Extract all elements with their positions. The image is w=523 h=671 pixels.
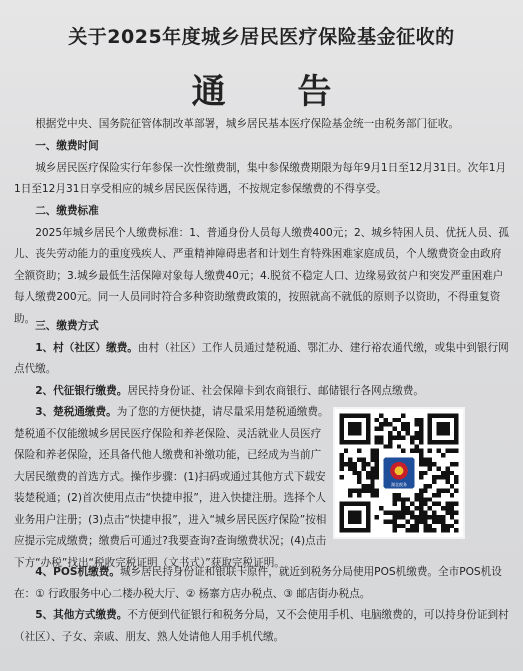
qr-module <box>423 462 427 466</box>
qr-module <box>454 449 458 453</box>
qr-module <box>384 519 388 523</box>
qr-module <box>441 506 445 510</box>
qr-module <box>419 422 423 426</box>
notice-title: 关于2025年度城乡居民医疗保险基金征收的 <box>68 26 455 48</box>
qr-module <box>361 484 365 488</box>
qr-module <box>361 462 365 466</box>
qr-module <box>432 462 436 466</box>
qr-module <box>339 475 343 479</box>
method-4-text: 城乡居民持身份证和银联卡原件，就近到税务分局使用POS机缴费。全市POS机设在：① 行政服务中心二楼办税大厅、② 杨寨方店办税点、③ 邮店街办税点。 <box>14 566 502 600</box>
qr-module <box>445 471 449 475</box>
qr-module <box>384 422 388 426</box>
qr-module <box>384 418 388 422</box>
qr-module <box>366 462 370 466</box>
section-1-text: 城乡居民医疗保险实行年参保一次性缴费制，集中参保缴费期限为每年9月1日至12月31日。次年1月1日至12月31日享受相应的城乡居民医保待遇，不按规定参保缴费的不得享受。 <box>14 161 507 195</box>
qr-module <box>357 488 361 492</box>
qr-module <box>357 480 361 484</box>
qr-module <box>410 524 414 528</box>
qr-module <box>445 502 449 506</box>
qr-module <box>375 435 379 439</box>
qr-module <box>423 511 427 515</box>
qr-module <box>419 475 423 479</box>
qr-module <box>397 511 401 515</box>
qr-module <box>419 435 423 439</box>
qr-code-graphic <box>335 409 463 537</box>
qr-module <box>414 435 418 439</box>
qr-module <box>414 497 418 501</box>
qr-module <box>375 488 379 492</box>
qr-module <box>414 528 418 532</box>
qr-module <box>344 462 348 466</box>
method-5 <box>14 605 511 648</box>
section-1 <box>14 136 511 201</box>
qr-module <box>441 528 445 532</box>
qr-module <box>392 493 396 497</box>
qr-module <box>437 493 441 497</box>
qr-module <box>450 502 454 506</box>
qr-center-text <box>391 482 407 487</box>
qr-module <box>348 462 352 466</box>
qr-module <box>445 506 449 510</box>
qr-module <box>423 497 427 501</box>
qr-module <box>348 493 352 497</box>
qr-module <box>410 528 414 532</box>
qr-module <box>375 515 379 519</box>
qr-module <box>428 515 432 519</box>
qr-module <box>419 431 423 435</box>
qr-module <box>370 475 374 479</box>
qr-module <box>450 462 454 466</box>
qr-module <box>441 453 445 457</box>
qr-module <box>361 466 365 470</box>
qr-module <box>366 488 370 492</box>
qr-module <box>441 519 445 523</box>
qr-module <box>454 480 458 484</box>
qr-module <box>428 497 432 501</box>
qr-module <box>370 453 374 457</box>
qr-module <box>437 488 441 492</box>
qr-module <box>454 519 458 523</box>
qr-module <box>375 493 379 497</box>
qr-module <box>428 449 432 453</box>
qr-module <box>450 449 454 453</box>
qr-module <box>339 462 343 466</box>
qr-module <box>397 515 401 519</box>
qr-module <box>423 471 427 475</box>
qr-module <box>437 515 441 519</box>
method-1 <box>14 338 511 381</box>
section-2-text: 2025年城乡居民个人缴费标准：1、普通身份人员每人缴费400元；2、城乡特困人员、优抚人员、孤儿、丧失劳动能力的重度残疾人、严重精神障碍患者和计划生育特殊困难家庭成员，个人缴费资金由政府全额资助；3.城乡最低生活保障对象每人缴费40元；4.脱贫不稳定人口、边缘易致贫户和突发严重困难户每人缴费200元。同一人员同时符合多种资助缴费政策的，按照就高不就低的原则予以资助，不得重复资助。 <box>14 226 510 325</box>
qr-module <box>450 515 454 519</box>
qr-module <box>454 511 458 515</box>
qr-module <box>423 515 427 519</box>
qr-module <box>414 493 418 497</box>
method-2 <box>14 381 511 403</box>
qr-module <box>450 511 454 515</box>
qr-module <box>370 466 374 470</box>
qr-module <box>388 435 392 439</box>
qr-module <box>419 462 423 466</box>
qr-module <box>454 462 458 466</box>
qr-module <box>357 449 361 453</box>
qr-module <box>353 462 357 466</box>
qr-module <box>401 413 405 417</box>
method-1-label: 1、村（社区）缴费。 <box>35 341 138 354</box>
qr-module <box>450 471 454 475</box>
qr-module <box>401 524 405 528</box>
intro-text: 根据党中央、国务院征管体制改革部署，城乡居民基本医疗保险基金统一由税务部门征收。 <box>35 118 459 130</box>
qr-module <box>441 488 445 492</box>
qr-module <box>423 524 427 528</box>
qr-module <box>344 449 348 453</box>
qr-module <box>454 528 458 532</box>
qr-module <box>384 444 388 448</box>
section-3 <box>14 316 511 402</box>
qr-module <box>445 449 449 453</box>
qr-module <box>379 422 383 426</box>
qr-module <box>437 475 441 479</box>
qr-module <box>375 449 379 453</box>
qr-finder-top-right <box>428 413 459 444</box>
qr-module <box>432 502 436 506</box>
qr-module <box>419 449 423 453</box>
qr-module <box>445 475 449 479</box>
qr-module <box>370 458 374 462</box>
qr-module <box>392 497 396 501</box>
method-5-text: 不方便到代征银行和税务分局，又不会使用手机、电脑缴费的，可以持身份证到村（社区）、子女、亲戚、朋友、熟人处请他人用手机代缴。 <box>14 609 509 643</box>
qr-module <box>375 440 379 444</box>
qr-module <box>437 449 441 453</box>
qr-module <box>375 418 379 422</box>
qr-module <box>401 511 405 515</box>
qr-module <box>450 493 454 497</box>
notice-subtitle: 通 告 <box>191 72 362 112</box>
qr-module <box>428 524 432 528</box>
qr-module <box>339 466 343 470</box>
methods-4-5-block <box>14 562 511 648</box>
qr-module <box>423 528 427 532</box>
qr-module <box>445 528 449 532</box>
qr-module <box>423 488 427 492</box>
qr-module <box>406 427 410 431</box>
qr-module <box>397 435 401 439</box>
qr-module <box>370 484 374 488</box>
qr-module <box>454 502 458 506</box>
qr-module <box>339 458 343 462</box>
qr-module <box>410 515 414 519</box>
qr-module <box>348 458 352 462</box>
qr-module <box>406 506 410 510</box>
qr-module <box>428 462 432 466</box>
qr-module <box>414 418 418 422</box>
qr-module <box>375 466 379 470</box>
qr-module <box>397 431 401 435</box>
qr-module <box>388 422 392 426</box>
qr-module <box>445 466 449 470</box>
qr-module <box>428 506 432 510</box>
method-2-label: 2、代征银行缴费。 <box>35 384 128 397</box>
intro-block <box>14 114 511 136</box>
qr-module <box>441 524 445 528</box>
qr-module <box>450 506 454 510</box>
qr-module <box>339 453 343 457</box>
qr-finder-top-left <box>339 413 370 444</box>
qr-module <box>414 506 418 510</box>
qr-module <box>406 422 410 426</box>
qr-module <box>379 440 383 444</box>
qr-module <box>361 488 365 492</box>
qr-module <box>419 502 423 506</box>
qr-module <box>419 453 423 457</box>
qr-module <box>450 524 454 528</box>
qr-module <box>432 475 436 479</box>
qr-module <box>437 502 441 506</box>
qr-module <box>366 471 370 475</box>
qr-module <box>419 458 423 462</box>
qr-module <box>410 502 414 506</box>
method-3-label: 3、楚税通缴费。 <box>35 406 117 418</box>
qr-module <box>445 488 449 492</box>
qr-module <box>392 502 396 506</box>
qr-code-icon[interactable] <box>333 407 465 539</box>
qr-module <box>432 480 436 484</box>
qr-module <box>423 502 427 506</box>
qr-module <box>401 515 405 519</box>
qr-module <box>370 480 374 484</box>
section-1-heading: 一、缴费时间 <box>35 140 99 152</box>
qr-module <box>428 466 432 470</box>
section-2-heading: 二、缴费标准 <box>35 205 99 217</box>
qr-module <box>392 524 396 528</box>
qr-module <box>414 422 418 426</box>
qr-finder-bottom-left <box>339 502 370 533</box>
qr-module <box>432 515 436 519</box>
qr-module <box>437 466 441 470</box>
qr-module <box>388 444 392 448</box>
qr-module <box>441 515 445 519</box>
qr-module <box>454 488 458 492</box>
qr-module <box>375 458 379 462</box>
qr-module <box>441 475 445 479</box>
qr-module <box>406 497 410 501</box>
qr-module <box>414 444 418 448</box>
qr-module <box>370 493 374 497</box>
qr-module <box>392 511 396 515</box>
qr-module <box>348 488 352 492</box>
qr-module <box>410 440 414 444</box>
qr-module <box>441 471 445 475</box>
qr-module <box>406 511 410 515</box>
qr-module <box>410 435 414 439</box>
qr-module <box>388 511 392 515</box>
qr-module <box>454 475 458 479</box>
qr-module <box>419 497 423 501</box>
qr-module <box>401 497 405 501</box>
method-3-text: 为了您的方便快捷，请尽量采用楚税通缴费。楚税通不仅能缴城乡居民医疗保险和养老保险、灵活就业人员医疗保险和养老保险，还具备代他人缴费和补缴功能，已经成为当前广大居民缴费的首选方式。操作步骤：(1)扫码或通过其他方式下载安装楚税通；(2)首次使用点击“快捷申报”，进入快捷注册。选择个人业务用户注册；(3)点击“快捷申报”，进入“城乡居民医疗保险”按相应提示完成缴费；缴费后可通过?我要查询?查询缴费状况；(4)点击下方“办税”找出“税收完税证明（文书式）”获取完税证明。 <box>14 406 329 569</box>
qr-module <box>423 484 427 488</box>
qr-module <box>397 418 401 422</box>
qr-module <box>445 524 449 528</box>
qr-module <box>357 471 361 475</box>
qr-module <box>419 493 423 497</box>
qr-module <box>432 511 436 515</box>
qr-module <box>414 431 418 435</box>
qr-module <box>392 427 396 431</box>
qr-module <box>406 431 410 435</box>
qr-module <box>419 511 423 515</box>
qr-module <box>397 497 401 501</box>
qr-module <box>401 435 405 439</box>
qr-module <box>419 427 423 431</box>
qr-module <box>388 440 392 444</box>
qr-module <box>445 511 449 515</box>
qr-module <box>379 413 383 417</box>
qr-module <box>392 515 396 519</box>
qr-module <box>357 475 361 479</box>
qr-module <box>366 484 370 488</box>
qr-module <box>379 506 383 510</box>
qr-module <box>392 435 396 439</box>
qr-module <box>401 449 405 453</box>
qr-module <box>361 458 365 462</box>
method-4-label: 4、POS机缴费。 <box>35 566 120 578</box>
qr-module <box>414 515 418 519</box>
qr-module <box>388 431 392 435</box>
qr-module <box>392 528 396 532</box>
qr-module <box>423 519 427 523</box>
qr-module <box>353 471 357 475</box>
qr-module <box>406 519 410 523</box>
qr-module <box>348 466 352 470</box>
qr-module <box>397 444 401 448</box>
qr-module <box>406 528 410 532</box>
qr-module <box>419 488 423 492</box>
qr-module <box>419 515 423 519</box>
qr-module <box>432 493 436 497</box>
qr-center-logo <box>381 455 416 490</box>
qr-module <box>410 511 414 515</box>
qr-module <box>414 524 418 528</box>
qr-module <box>353 488 357 492</box>
qr-module <box>379 427 383 431</box>
qr-module <box>366 475 370 479</box>
method-5-label: 5、其他方式缴费。 <box>35 609 128 621</box>
qr-module <box>437 519 441 523</box>
qr-module <box>401 427 405 431</box>
qr-module <box>375 453 379 457</box>
qr-module <box>428 484 432 488</box>
qr-module <box>414 449 418 453</box>
qr-module <box>370 471 374 475</box>
qr-module <box>375 462 379 466</box>
qr-module <box>401 422 405 426</box>
qr-module <box>419 440 423 444</box>
qr-module <box>357 458 361 462</box>
qr-module <box>410 449 414 453</box>
qr-module <box>370 449 374 453</box>
qr-module <box>401 502 405 506</box>
method-2-text: 居民持身份证、社会保障卡到农商银行、邮储银行各网点缴费。 <box>127 384 424 397</box>
method-3 <box>14 402 330 574</box>
qr-module <box>370 488 374 492</box>
section-2 <box>14 201 511 330</box>
section-3-heading: 三、缴费方式 <box>35 320 99 332</box>
qr-module <box>419 471 423 475</box>
qr-module <box>397 493 401 497</box>
qr-module <box>432 528 436 532</box>
qr-module <box>388 519 392 523</box>
qr-module <box>432 519 436 523</box>
qr-module <box>375 427 379 431</box>
qr-module <box>375 471 379 475</box>
qr-module <box>419 418 423 422</box>
qr-module <box>379 435 383 439</box>
qr-module <box>423 458 427 462</box>
method-3-block <box>14 402 330 574</box>
qr-module <box>375 475 379 479</box>
method-1-text: 由村（社区）工作人员通过楚税通、鄂汇办、建行裕农通代缴，或集中到银行网点代缴。 <box>14 341 509 375</box>
qr-module <box>428 458 432 462</box>
qr-module <box>392 519 396 523</box>
qr-module <box>401 506 405 510</box>
qr-module <box>450 484 454 488</box>
qr-module <box>419 506 423 510</box>
qr-module <box>357 493 361 497</box>
qr-module <box>445 480 449 484</box>
qr-module <box>392 418 396 422</box>
qr-module <box>428 528 432 532</box>
qr-module <box>419 519 423 523</box>
qr-module <box>384 511 388 515</box>
method-4 <box>14 562 511 605</box>
qr-module <box>353 466 357 470</box>
qr-module <box>397 524 401 528</box>
qr-module <box>414 519 418 523</box>
